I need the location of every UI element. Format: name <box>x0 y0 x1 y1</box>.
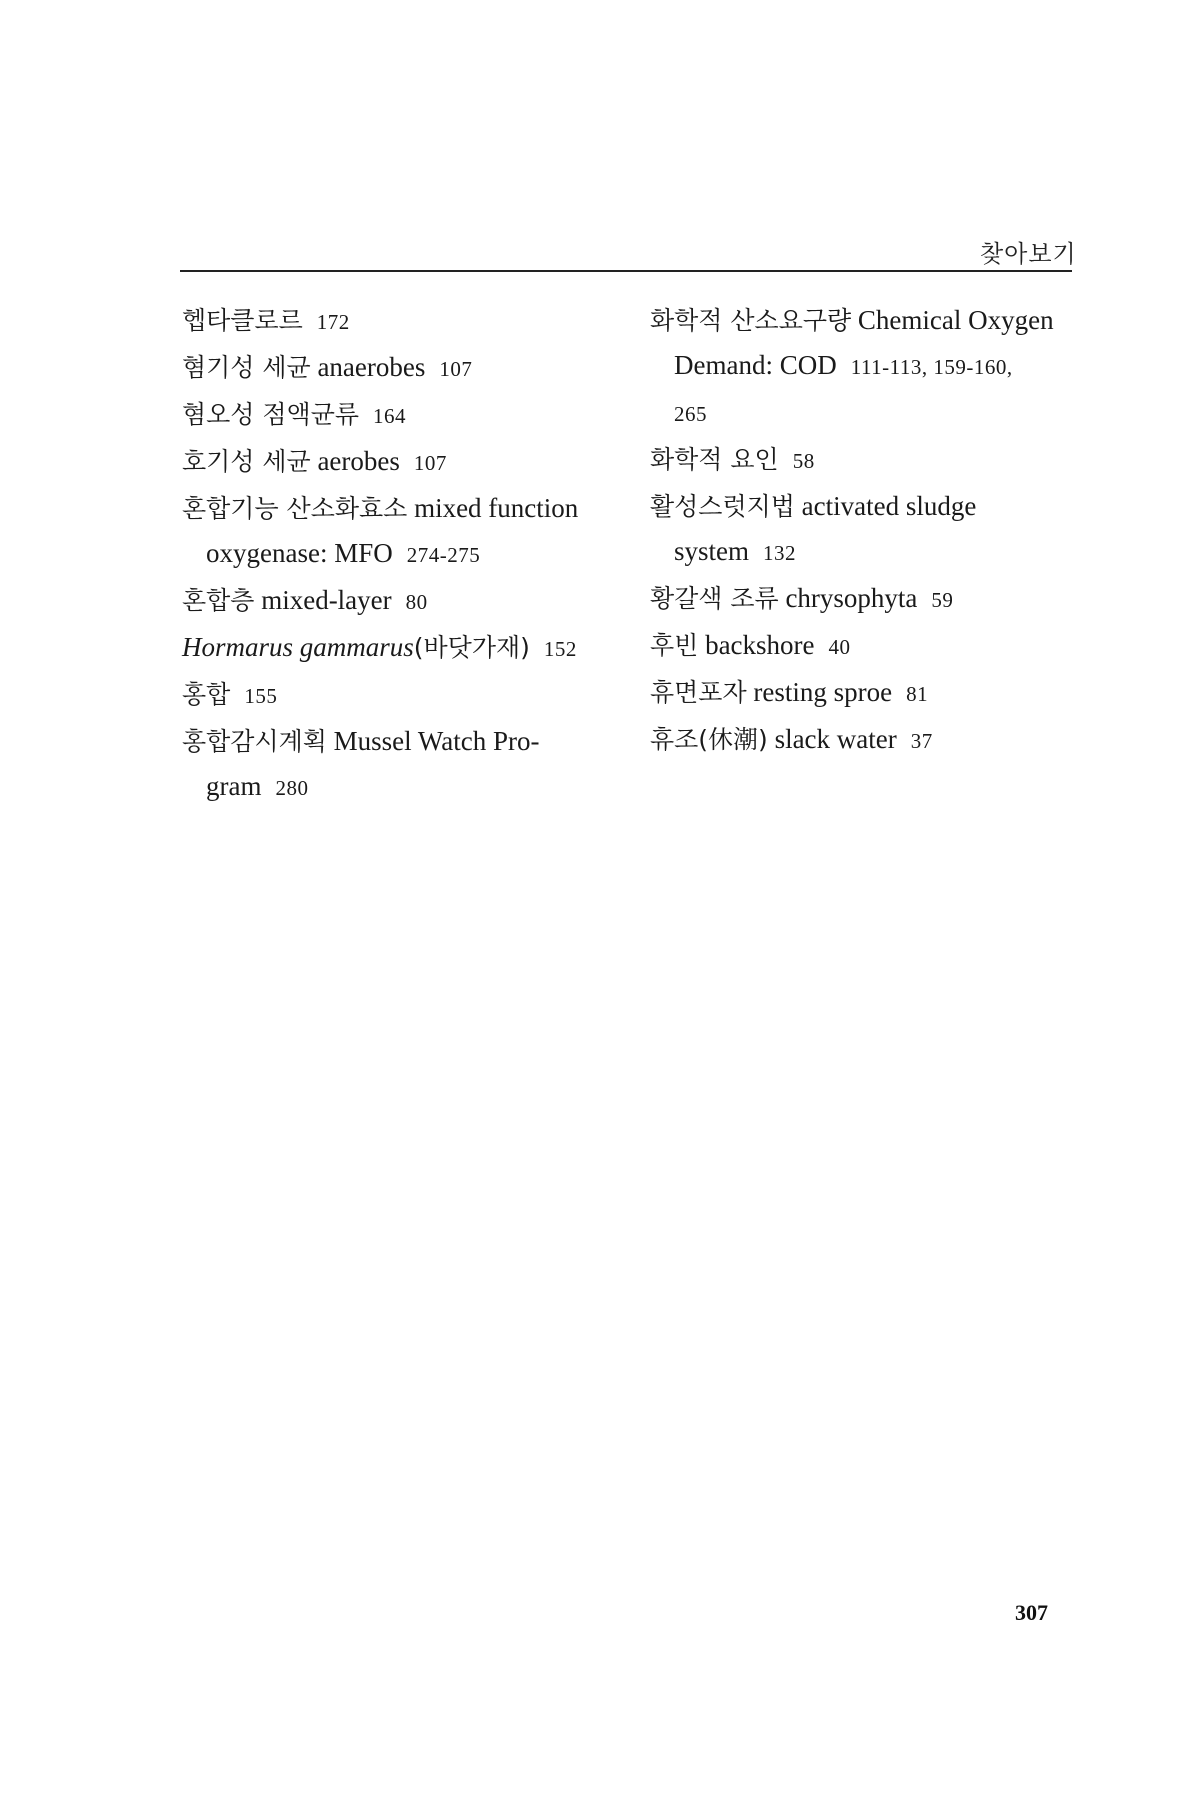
entry-page: 172 <box>316 310 350 334</box>
index-entry <box>650 670 1090 717</box>
entry-term-en: Chemical Oxygen <box>857 305 1054 335</box>
entry-term-ko: 휴면포자 <box>650 678 747 707</box>
running-header: 찾아보기 <box>980 240 1077 268</box>
entry-term-en: aerobes <box>317 446 400 476</box>
entry-page: 155 <box>244 684 278 708</box>
entry-page: 164 <box>373 404 406 428</box>
index-column-left <box>182 298 622 811</box>
entry-term-en: Demand: COD <box>674 350 837 380</box>
index-entry <box>650 484 1090 529</box>
entry-term-en: slack water <box>774 724 897 754</box>
index-entry <box>650 576 1090 623</box>
index-entry-continuation <box>650 343 1090 390</box>
entry-page: 132 <box>763 541 797 565</box>
entry-term-ko: 홍합감시계획 <box>182 727 327 756</box>
entry-term-en: system <box>674 536 750 566</box>
index-entry <box>650 717 1090 764</box>
index-column-right <box>650 298 1090 764</box>
entry-page: 59 <box>931 588 954 612</box>
entry-page: 81 <box>906 682 929 706</box>
entry-term-ko: 활성스럿지법 <box>650 492 795 521</box>
entry-term-en: oxygenase: MFO <box>206 538 393 568</box>
entry-term-ko: (바닷가재) <box>413 633 530 662</box>
index-entry <box>182 298 622 345</box>
entry-term-en: Mussel Watch Pro- <box>333 726 540 756</box>
index-entry <box>650 623 1090 670</box>
entry-term-en: mixed function <box>414 493 579 523</box>
entry-page: 265 <box>674 402 707 426</box>
entry-term-ko: 후빈 <box>650 631 699 660</box>
entry-page: 107 <box>439 357 473 381</box>
entry-term-ko: 헵타클로르 <box>182 306 303 335</box>
index-entry <box>182 392 622 439</box>
entry-term-en: mixed-layer <box>261 585 392 615</box>
entry-term-ko: 황갈색 조류 <box>650 584 779 613</box>
index-entry-continuation <box>182 764 622 811</box>
index-entry-continuation <box>182 531 622 578</box>
entry-term-en: gram <box>206 771 262 801</box>
index-entry <box>182 578 622 625</box>
index-entry <box>182 439 622 486</box>
entry-page: 80 <box>405 590 428 614</box>
entry-term-ko: 화학적 요인 <box>650 445 779 474</box>
index-entry <box>182 672 622 719</box>
entry-term-ko: 혐오성 점액균류 <box>182 400 359 429</box>
entry-term-latin: Hormarus gammarus <box>182 632 414 662</box>
entry-term-ko: 홍합 <box>182 680 231 709</box>
entry-term-ko: 휴조(休潮) <box>650 725 768 754</box>
index-entry-continuation <box>650 390 1090 437</box>
entry-term-en: backshore <box>705 630 815 660</box>
entry-page: 280 <box>275 776 309 800</box>
entry-term-en: chrysophyta <box>785 583 918 613</box>
index-entry <box>182 719 622 764</box>
index-entry <box>650 298 1090 343</box>
entry-term-en: anaerobes <box>317 352 426 382</box>
entry-page: 107 <box>413 451 447 475</box>
entry-page: 37 <box>910 729 933 753</box>
index-entry <box>182 345 622 392</box>
index-entry <box>650 437 1090 484</box>
entry-page: 274-275 <box>406 543 481 567</box>
entry-term-ko: 혼합층 <box>182 586 255 615</box>
entry-term-ko: 화학적 산소요구량 <box>650 306 852 335</box>
entry-term-ko: 호기성 세균 <box>182 447 311 476</box>
entry-term-en: resting sproe <box>753 677 893 707</box>
entry-term-en: activated sludge <box>801 491 977 521</box>
entry-page: 58 <box>792 449 815 473</box>
entry-term-ko: 혼합기능 산소화효소 <box>182 494 408 523</box>
entry-term-ko: 혐기성 세균 <box>182 353 311 382</box>
entry-page: 40 <box>828 635 851 659</box>
page-number: 307 <box>1015 1600 1048 1625</box>
index-entry-continuation <box>650 529 1090 576</box>
entry-page: 152 <box>543 637 577 661</box>
index-entry <box>182 486 622 531</box>
entry-page: 111-113, 159-160, <box>850 355 1013 379</box>
index-entry <box>182 625 622 672</box>
header-rule <box>180 270 1072 272</box>
